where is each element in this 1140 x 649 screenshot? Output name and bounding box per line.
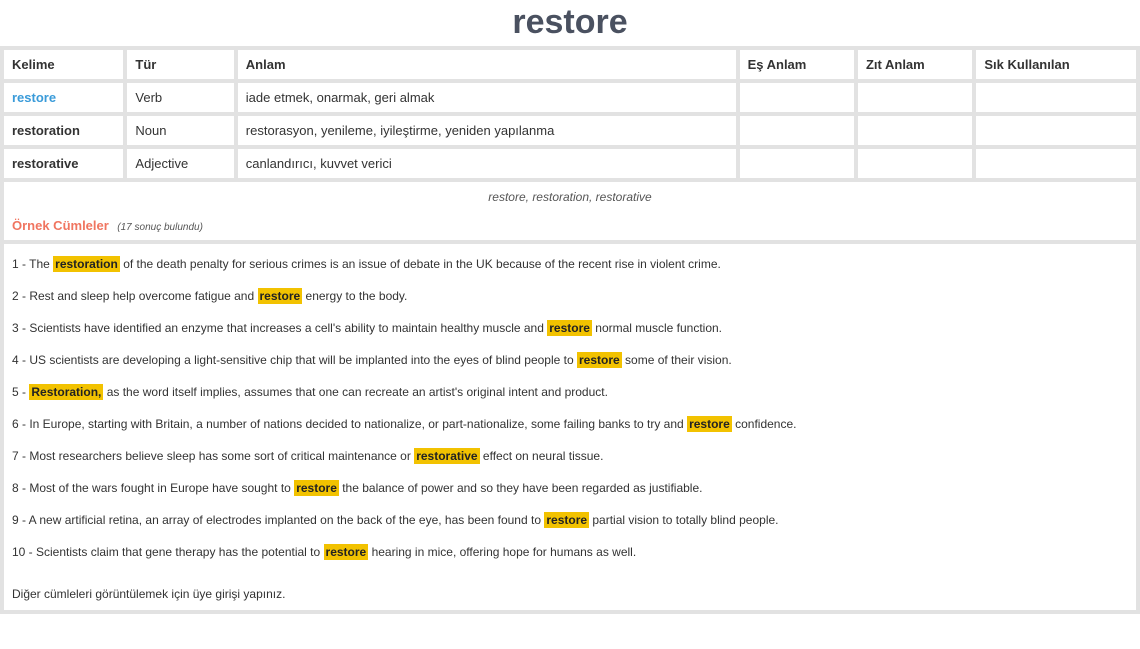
word-family: restore, restoration, restorative: [4, 182, 1136, 211]
example-sentence: 3 - Scientists have identified an enzyme that increases a cell's ability to maintain healthy muscle and restore normal muscle function.: [12, 321, 723, 335]
highlighted-word: restorative: [416, 449, 478, 463]
highlighted-word: restore: [546, 513, 588, 527]
header-word: Kelime: [4, 50, 123, 79]
header-antonym: Zıt Anlam: [858, 50, 972, 79]
example-sentence: 4 - US scientists are developing a light-sensitive chip that will be implanted into the eyes of blind people to restore some of their vision.: [12, 353, 732, 367]
highlighted-word: restore: [325, 545, 367, 559]
page-title: restore: [512, 3, 628, 41]
word-synonym: [740, 83, 854, 112]
example-sentence: 9 - A new artificial retina, an array of electrodes implanted on the back of the eye, has been found to restore partial vision to totally blind people.: [12, 513, 779, 527]
word-type: Noun: [127, 116, 233, 145]
word-link-restorative[interactable]: restorative: [4, 149, 123, 178]
word-antonym: [858, 116, 972, 145]
example-sentence: 7 - Most researchers believe sleep has some sort of critical maintenance or restorative effect on neural tissue.: [12, 449, 604, 463]
word-synonym: [740, 116, 854, 145]
examples-section: [0, 211, 1140, 614]
examples-count: (17 sonuç bulundu): [117, 222, 203, 233]
header-type: Tür: [127, 50, 233, 79]
highlighted-word: restore: [579, 353, 620, 367]
highlighted-word: restore: [689, 417, 730, 431]
word-meaning: iade etmek, onarmak, geri almak: [238, 83, 736, 112]
word-common: [976, 149, 1136, 178]
example-sentence: 2 - Rest and sleep help overcome fatigue and restore energy to the body.: [12, 289, 408, 303]
login-prompt[interactable]: Diğer cümleleri görüntülemek için üye girişi yapınız.: [12, 587, 286, 601]
word-type: Adjective: [127, 149, 233, 178]
table-row: [4, 83, 1136, 112]
word-common: [976, 116, 1136, 145]
examples-title: Örnek Cümleler: [12, 218, 109, 233]
highlighted-word: restore: [259, 289, 301, 303]
word-meaning: canlandırıcı, kuvvet verici: [238, 149, 736, 178]
word-common: [976, 83, 1136, 112]
header-synonym: Eş Anlam: [740, 50, 854, 79]
example-sentence: 5 - Restoration, as the word itself implies, assumes that one can recreate an artist's original intent and product.: [12, 385, 608, 399]
highlighted-word: restore: [296, 481, 337, 495]
highlighted-word: restore: [549, 321, 590, 335]
word-link-restore[interactable]: restore: [4, 83, 123, 112]
word-meaning: restorasyon, yenileme, iyileştirme, yeniden yapılanma: [238, 116, 736, 145]
example-sentence: 6 - In Europe, starting with Britain, a number of nations decided to nationalize, or part-nationalize, some failing banks to try and restore confidence.: [12, 417, 797, 431]
word-antonym: [858, 83, 972, 112]
header-common: Sık Kullanılan: [976, 50, 1136, 79]
example-sentence: 8 - Most of the wars fought in Europe have sought to restore the balance of power and so they have been regarded as justifiable.: [12, 481, 703, 495]
header-meaning: Anlam: [238, 50, 736, 79]
word-link-restoration[interactable]: restoration: [4, 116, 123, 145]
example-sentence: 1 - The restoration of the death penalty for serious crimes is an issue of debate in the UK because of the recent rise in violent crime.: [12, 257, 721, 271]
word-type: Verb: [127, 83, 233, 112]
word-family-row: [4, 182, 1136, 211]
word-table: [0, 46, 1140, 215]
word-synonym: [740, 149, 854, 178]
highlighted-word: Restoration,: [31, 385, 102, 399]
example-sentence: 10 - Scientists claim that gene therapy has the potential to restore hearing in mice, offering hope for humans as well.: [12, 545, 637, 559]
examples-header: [4, 211, 1136, 240]
table-row: [4, 149, 1136, 178]
sentence-list: [4, 244, 1136, 610]
word-antonym: [858, 149, 972, 178]
table-header-row: [4, 50, 1136, 79]
table-row: [4, 116, 1136, 145]
highlighted-word: restoration: [55, 257, 118, 271]
